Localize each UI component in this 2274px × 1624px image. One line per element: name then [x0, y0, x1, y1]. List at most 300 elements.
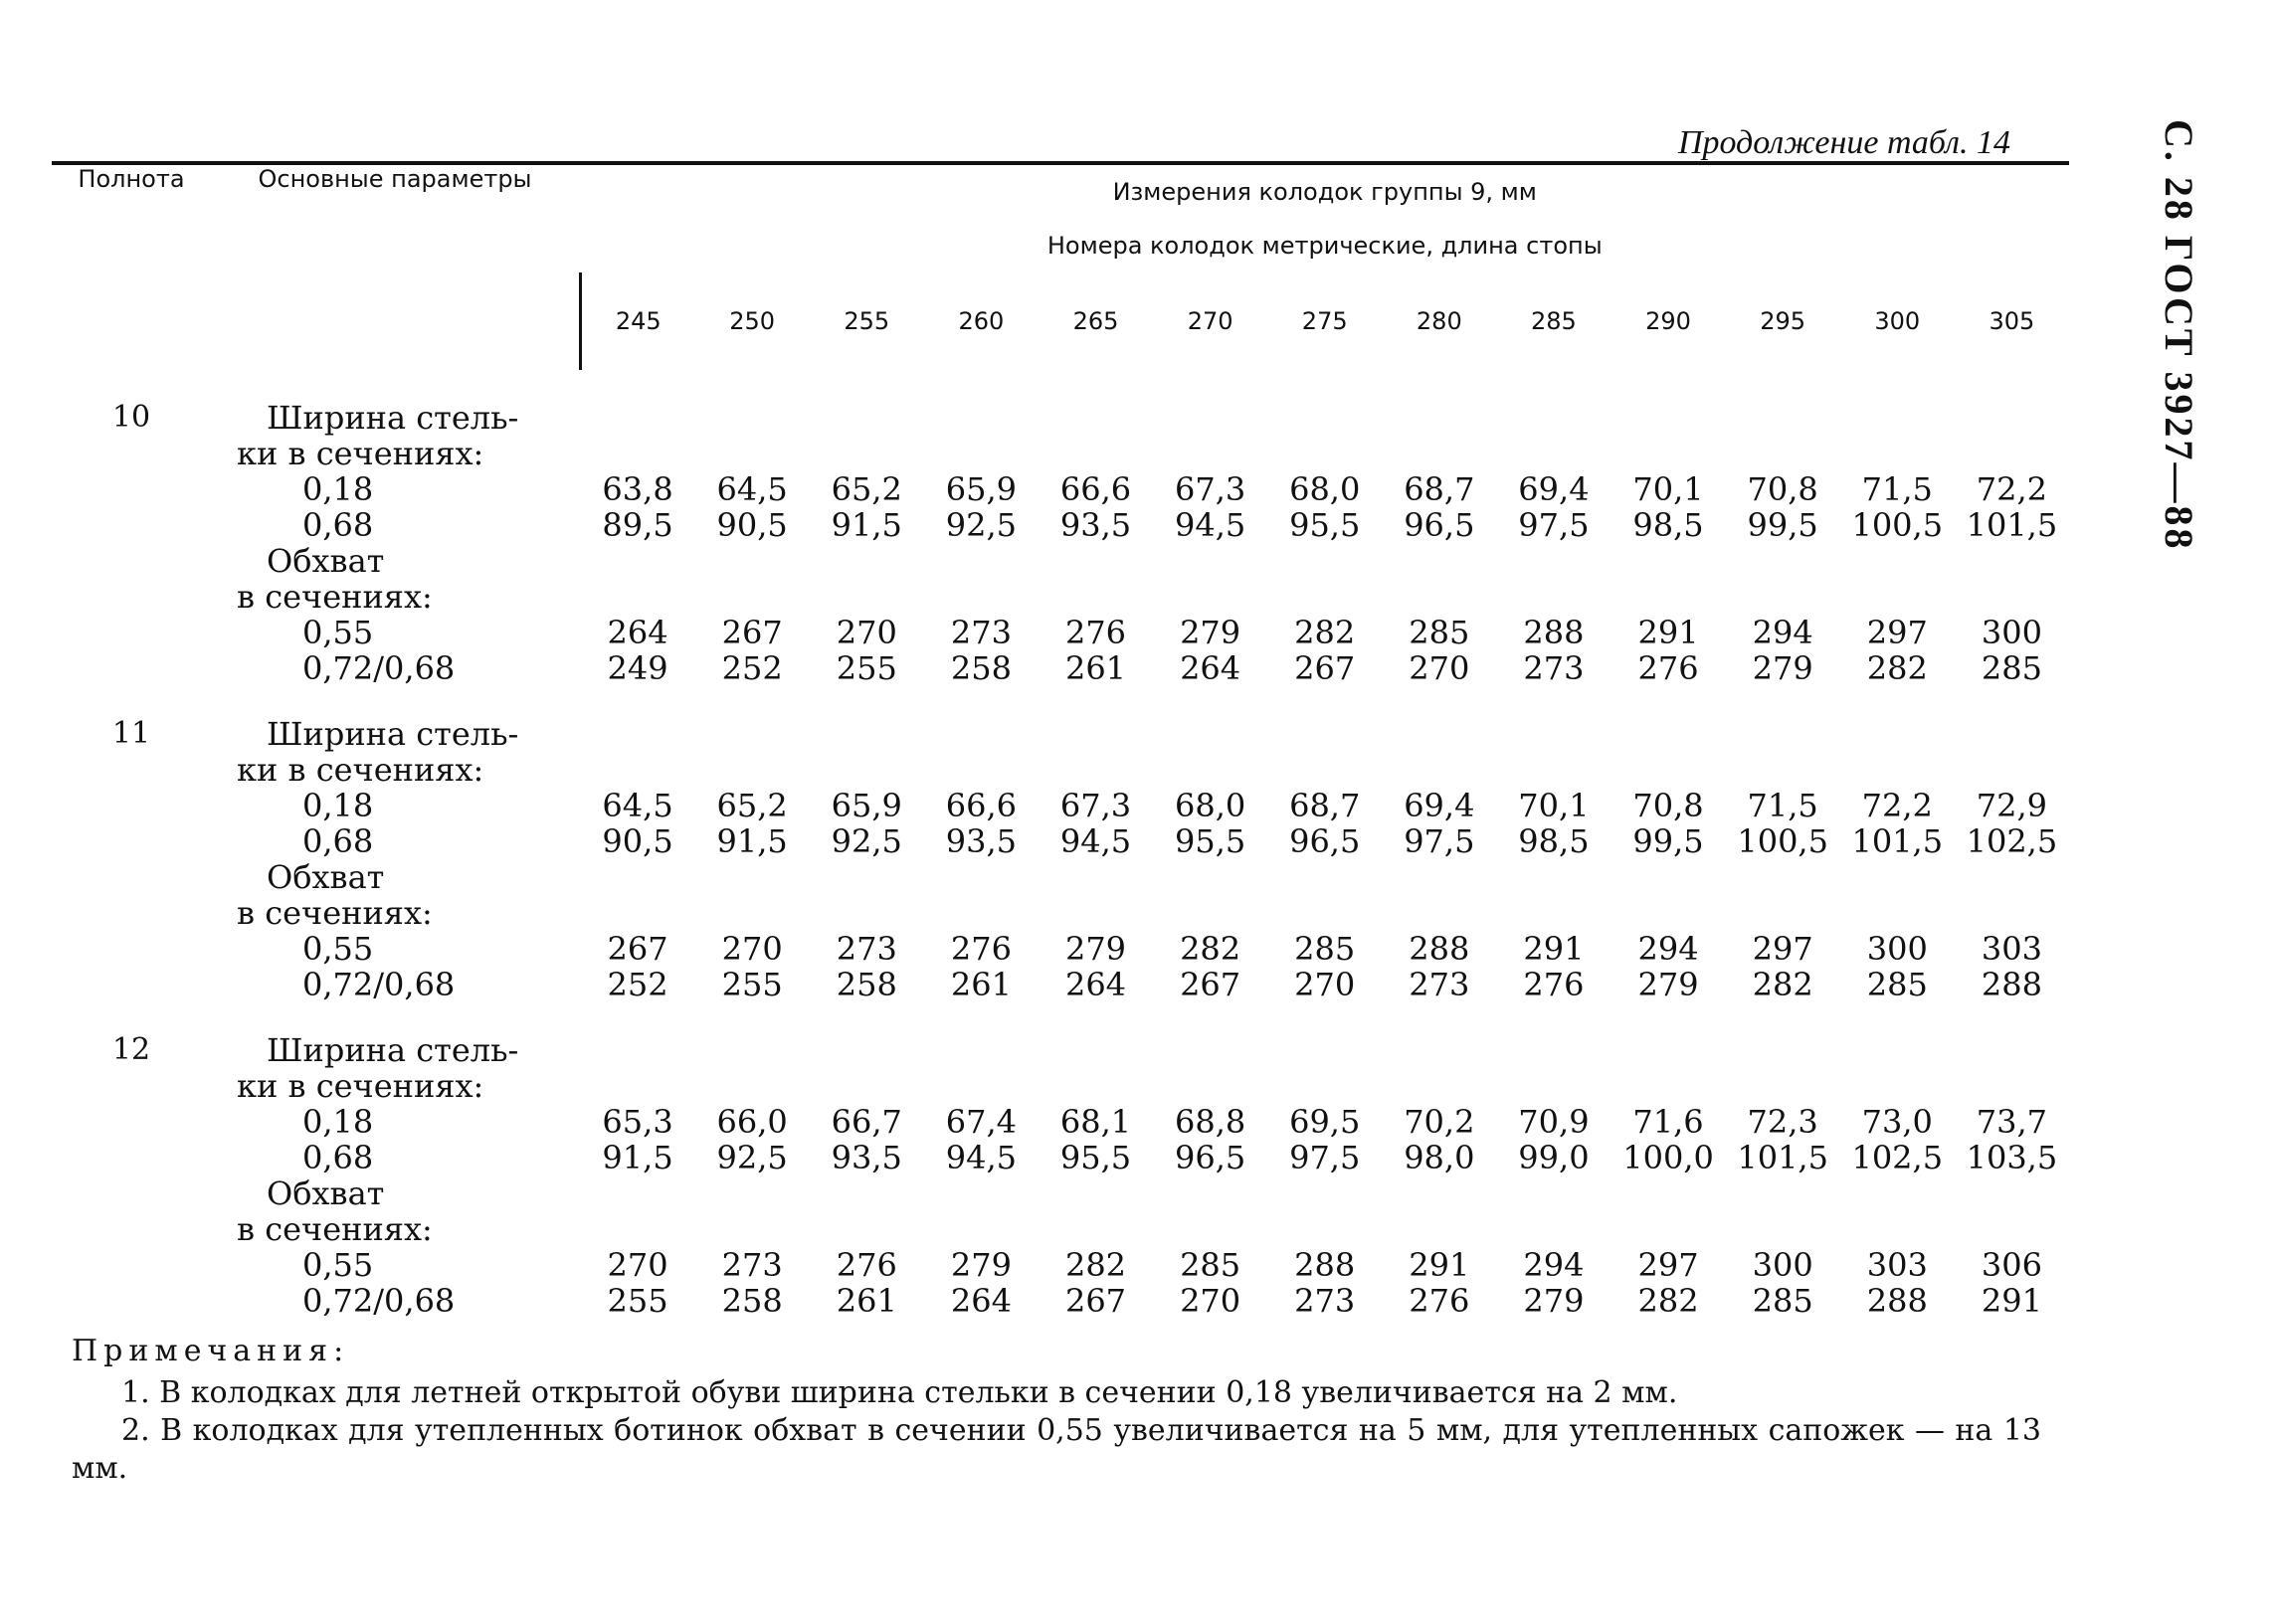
girth-value: 264: [607, 614, 668, 651]
value-cell: [695, 1002, 810, 1331]
width-value: 72,9: [1976, 787, 2048, 824]
width-value: 95,5: [1059, 1139, 1132, 1176]
spacer: [1840, 543, 1955, 615]
fullness-cell: 10: [111, 400, 151, 435]
girth-value: 300: [1752, 1246, 1813, 1284]
spacer: [810, 543, 924, 615]
value-cell: [810, 370, 924, 686]
width-value: 72,2: [1861, 787, 1933, 824]
value-cell: [810, 1002, 924, 1331]
section-label: 0,68: [302, 506, 374, 544]
girth-value: 270: [1409, 649, 1470, 687]
girth-value: 252: [721, 649, 783, 687]
width-value: 91,5: [602, 1139, 673, 1176]
spacer: [1611, 1032, 1725, 1104]
spacer: [1039, 1175, 1153, 1247]
width-value: 100,5: [1737, 822, 1828, 860]
width-value: 103,5: [1966, 1139, 2058, 1176]
girth-value: 276: [950, 930, 1012, 968]
spacer: [1382, 400, 1496, 471]
spacer: [1496, 543, 1611, 615]
notes-title: Примечания:: [72, 1334, 350, 1368]
value-cell: [1153, 1002, 1267, 1331]
girth-value: 300: [1981, 614, 2042, 651]
spacer: [1153, 716, 1267, 788]
width-value: 92,5: [716, 1139, 788, 1176]
table-row: [52, 1002, 2069, 1331]
spacer: [810, 1032, 924, 1104]
spacer: [924, 543, 1039, 615]
width-value: 66,0: [716, 1103, 788, 1141]
width-value: 69,4: [1404, 787, 1475, 824]
spacer: [1153, 1175, 1267, 1247]
girth-value: 279: [1752, 649, 1813, 687]
section-label: 0,72/0,68: [302, 966, 456, 1003]
size-header-cell: 245: [581, 272, 695, 370]
girth-value: 270: [721, 930, 783, 968]
girth-value: 264: [950, 1282, 1012, 1320]
value-cell: [1840, 686, 1955, 1002]
width-value: 67,3: [1174, 470, 1246, 508]
spacer: [1955, 1032, 2069, 1104]
width-value: 71,6: [1632, 1103, 1704, 1141]
width-value: 68,0: [1174, 787, 1246, 824]
width-value: 89,5: [602, 506, 673, 544]
spacer: [1267, 859, 1382, 931]
width-value: 94,5: [1059, 822, 1132, 860]
spacer: [581, 400, 695, 471]
note-2: 2. В колодках для утепленных ботинок обхват в сечении 0,55 увеличивается на 5 мм, для утепленных сапожек — на 13 мм.: [72, 1413, 2041, 1486]
page-identifier: С. 28 ГОСТ 3927—88: [2157, 119, 2201, 552]
value-cell: [1382, 370, 1496, 686]
spacer: [924, 400, 1039, 471]
spacer: [924, 859, 1039, 931]
girth-label: в сечениях:: [237, 578, 433, 616]
header-subtitle: Номера колодок метрические, длина стопы: [1046, 232, 1603, 260]
width-value: 64,5: [716, 470, 788, 508]
width-value: 65,2: [716, 787, 788, 824]
width-value: 65,2: [831, 470, 902, 508]
value-cell: [1153, 370, 1267, 686]
girth-value: 273: [950, 614, 1012, 651]
width-value: 72,3: [1747, 1103, 1818, 1141]
girth-value: 291: [1523, 930, 1585, 968]
girth-value: 249: [607, 649, 668, 687]
girth-value: 261: [836, 1282, 897, 1320]
girth-value: 282: [1637, 1282, 1699, 1320]
width-value: 100,5: [1851, 506, 1944, 544]
width-value: 99,5: [1632, 822, 1704, 860]
width-value: 97,5: [1289, 1139, 1361, 1176]
value-cell: [1611, 370, 1725, 686]
width-value: 68,1: [1059, 1103, 1132, 1141]
value-cell: [1039, 1002, 1153, 1331]
girth-value: 285: [1866, 966, 1928, 1003]
width-value: 71,5: [1747, 787, 1818, 824]
width-value: 102,5: [1851, 1139, 1944, 1176]
table-body: [52, 370, 2069, 1331]
girth-value: 270: [607, 1246, 668, 1284]
width-value: 101,5: [1851, 822, 1944, 860]
section-label: 0,72/0,68: [302, 649, 456, 687]
girth-value: 273: [1523, 649, 1585, 687]
spacer: [1496, 716, 1611, 788]
width-value: 99,0: [1518, 1139, 1590, 1176]
width-value: 68,8: [1174, 1103, 1246, 1141]
girth-value: 282: [1752, 966, 1813, 1003]
section-label: 0,18: [302, 787, 374, 824]
girth-value: 267: [1180, 966, 1241, 1003]
spacer: [1840, 400, 1955, 471]
value-cell: [1726, 686, 1840, 1002]
girth-value: 300: [1866, 930, 1928, 968]
width-label: Ширина стель-: [267, 715, 519, 753]
spacer: [810, 716, 924, 788]
width-value: 69,4: [1518, 470, 1590, 508]
value-cell: [1039, 370, 1153, 686]
size-header-cell: 305: [1989, 307, 2035, 335]
section-label: 0,55: [302, 1246, 374, 1284]
size-header-cell: 250: [729, 307, 776, 335]
spacer: [1382, 543, 1496, 615]
width-value: 67,4: [945, 1103, 1017, 1141]
girth-value: 285: [1294, 930, 1356, 968]
params-cell: [211, 1002, 581, 1331]
spacer: [1611, 543, 1725, 615]
size-header-cell: 275: [1301, 307, 1348, 335]
width-value: 91,5: [831, 506, 902, 544]
girth-value: 288: [1523, 614, 1585, 651]
spacer: [810, 859, 924, 931]
girth-value: 273: [836, 930, 897, 968]
width-value: 100,0: [1622, 1139, 1714, 1176]
girth-value: 267: [1294, 649, 1356, 687]
header-params: Основные параметры: [211, 163, 581, 370]
width-value: 97,5: [1404, 822, 1475, 860]
girth-value: 279: [1523, 1282, 1585, 1320]
spacer: [1840, 1175, 1955, 1247]
girth-value: 273: [1294, 1282, 1356, 1320]
value-cell: [1955, 686, 2069, 1002]
table-row: [52, 370, 2069, 686]
value-cell: [810, 686, 924, 1002]
section-label: 0,55: [302, 930, 374, 968]
girth-value: 279: [950, 1246, 1012, 1284]
value-cell: [1496, 686, 1611, 1002]
width-value: 101,5: [1737, 1139, 1828, 1176]
spacer: [1267, 1175, 1382, 1247]
width-value: 68,7: [1404, 470, 1475, 508]
girth-value: 282: [1866, 649, 1928, 687]
fullness-cell: 12: [111, 1032, 151, 1067]
girth-value: 267: [607, 930, 668, 968]
width-value: 98,5: [1632, 506, 1704, 544]
spacer: [1955, 716, 2069, 788]
spacer: [924, 716, 1039, 788]
value-cell: [1382, 1002, 1496, 1331]
table-caption: Продолжение табл. 14: [1677, 124, 2010, 161]
section-label: 0,68: [302, 822, 374, 860]
spacer: [1611, 1175, 1725, 1247]
width-value: 70,9: [1518, 1103, 1590, 1141]
girth-value: 273: [1409, 966, 1470, 1003]
params-cell: [211, 370, 581, 686]
girth-value: 288: [1981, 966, 2042, 1003]
girth-value: 255: [607, 1282, 668, 1320]
girth-label: в сечениях:: [237, 1210, 433, 1248]
width-value: 92,5: [945, 506, 1017, 544]
width-value: 92,5: [831, 822, 902, 860]
width-value: 70,1: [1518, 787, 1590, 824]
spacer: [1153, 543, 1267, 615]
width-value: 68,7: [1289, 787, 1361, 824]
spacer: [1039, 1032, 1153, 1104]
value-cell: [695, 686, 810, 1002]
spacer: [810, 1175, 924, 1247]
spacer: [1039, 543, 1153, 615]
girth-value: 273: [721, 1246, 783, 1284]
girth-value: 282: [1064, 1246, 1127, 1284]
spacer: [581, 859, 695, 931]
spacer: [581, 1175, 695, 1247]
value-cell: [581, 686, 695, 1002]
spacer: [1955, 543, 2069, 615]
girth-value: 306: [1981, 1246, 2042, 1284]
spacer: [1496, 1175, 1611, 1247]
width-value: 73,7: [1976, 1103, 2048, 1141]
girth-label: в сечениях:: [237, 894, 433, 932]
width-value: 70,8: [1747, 470, 1818, 508]
width-value: 64,5: [602, 787, 673, 824]
girth-value: 261: [1064, 649, 1127, 687]
girth-value: 258: [836, 966, 897, 1003]
value-cell: [924, 686, 1039, 1002]
spacer: [1496, 859, 1611, 931]
value-cell: [1955, 1002, 2069, 1331]
spacer: [1840, 859, 1955, 931]
width-value: 90,5: [716, 506, 788, 544]
girth-value: 261: [950, 966, 1012, 1003]
width-value: 93,5: [831, 1139, 902, 1176]
spacer: [1039, 859, 1153, 931]
girth-value: 294: [1752, 614, 1813, 651]
girth-value: 285: [1981, 649, 2042, 687]
spacer: [1382, 859, 1496, 931]
width-value: 96,5: [1404, 506, 1475, 544]
value-cell: [581, 1002, 695, 1331]
note-1: 1. В колодках для летней открытой обуви ширина стельки в сечении 0,18 увеличивается на 2 мм.: [121, 1375, 1678, 1410]
width-label: Ширина стель-: [267, 399, 519, 437]
width-value: 65,9: [945, 470, 1017, 508]
width-label: ки в сечениях:: [237, 435, 484, 472]
spacer: [1382, 716, 1496, 788]
spacer: [1840, 716, 1955, 788]
spacer: [1726, 716, 1840, 788]
value-cell: [1955, 370, 2069, 686]
size-header-cell: 265: [1072, 307, 1119, 335]
spacer: [1726, 543, 1840, 615]
section-label: 0,18: [302, 470, 374, 508]
measurements-table: [52, 161, 2069, 1331]
width-value: 66,7: [831, 1103, 902, 1141]
size-header-cell: 255: [844, 307, 890, 335]
spacer: [1955, 859, 2069, 931]
spacer: [581, 1032, 695, 1104]
spacer: [581, 716, 695, 788]
spacer: [581, 543, 695, 615]
width-value: 90,5: [602, 822, 673, 860]
spacer: [695, 1175, 810, 1247]
spacer: [1153, 400, 1267, 471]
value-cell: [1153, 686, 1267, 1002]
size-header-cell: 270: [1187, 307, 1233, 335]
value-cell: [1039, 686, 1153, 1002]
girth-value: 252: [607, 966, 668, 1003]
section-label: 0,18: [302, 1103, 374, 1141]
value-cell: [1611, 686, 1725, 1002]
girth-value: 270: [1180, 1282, 1241, 1320]
value-cell: [581, 370, 695, 686]
spacer: [1382, 1032, 1496, 1104]
girth-value: 279: [1637, 966, 1699, 1003]
girth-value: 270: [1294, 966, 1356, 1003]
spacer: [1267, 543, 1382, 615]
value-cell: [1840, 1002, 1955, 1331]
value-cell: [924, 1002, 1039, 1331]
spacer: [1840, 1032, 1955, 1104]
girth-value: 267: [1064, 1282, 1127, 1320]
spacer: [1955, 400, 2069, 471]
size-header-cell: 285: [1531, 307, 1577, 335]
girth-value: 255: [836, 649, 897, 687]
width-value: 97,5: [1518, 506, 1590, 544]
girth-value: 276: [836, 1246, 897, 1284]
width-value: 98,0: [1404, 1139, 1475, 1176]
girth-value: 291: [1409, 1246, 1470, 1284]
girth-value: 267: [721, 614, 783, 651]
spacer: [695, 400, 810, 471]
spacer: [1955, 1175, 2069, 1247]
girth-value: 276: [1409, 1282, 1470, 1320]
girth-value: 297: [1637, 1246, 1699, 1284]
girth-value: 297: [1752, 930, 1813, 968]
spacer: [695, 543, 810, 615]
width-value: 68,0: [1289, 470, 1361, 508]
spacer: [1726, 400, 1840, 471]
value-cell: [1267, 370, 1382, 686]
width-value: 65,9: [831, 787, 902, 824]
section-label: 0,55: [302, 614, 374, 651]
spacer: [1496, 1032, 1611, 1104]
spacer: [924, 1175, 1039, 1247]
table-row: [52, 686, 2069, 1002]
spacer: [1611, 859, 1725, 931]
girth-value: 258: [721, 1282, 783, 1320]
girth-value: 288: [1866, 1282, 1928, 1320]
spacer: [695, 859, 810, 931]
girth-value: 258: [950, 649, 1012, 687]
spacer: [1611, 400, 1725, 471]
girth-value: 282: [1294, 614, 1356, 651]
width-value: 71,5: [1861, 470, 1933, 508]
width-value: 96,5: [1289, 822, 1361, 860]
girth-value: 291: [1981, 1282, 2042, 1320]
spacer: [1611, 716, 1725, 788]
girth-label: Обхват: [267, 858, 385, 896]
fullness-cell: 11: [111, 716, 151, 751]
width-value: 65,3: [602, 1103, 673, 1141]
girth-value: 288: [1409, 930, 1470, 968]
spacer: [1267, 716, 1382, 788]
spacer: [810, 400, 924, 471]
width-value: 69,5: [1289, 1103, 1361, 1141]
width-value: 63,8: [602, 470, 673, 508]
girth-value: 303: [1866, 1246, 1928, 1284]
width-label: Ширина стель-: [267, 1031, 519, 1069]
girth-value: 291: [1637, 614, 1699, 651]
width-value: 95,5: [1174, 822, 1246, 860]
params-cell: [211, 686, 581, 1002]
value-cell: [1382, 686, 1496, 1002]
girth-value: 297: [1866, 614, 1928, 651]
size-header-cell: 290: [1645, 307, 1691, 335]
value-cell: [1726, 370, 1840, 686]
width-value: 98,5: [1518, 822, 1590, 860]
spacer: [924, 1032, 1039, 1104]
value-cell: [1726, 1002, 1840, 1331]
value-cell: [1267, 1002, 1382, 1331]
size-header-cell: 280: [1416, 307, 1462, 335]
girth-value: 276: [1064, 614, 1127, 651]
width-value: 94,5: [1174, 506, 1246, 544]
section-label: 0,72/0,68: [302, 1282, 456, 1320]
width-value: 99,5: [1747, 506, 1818, 544]
girth-value: 285: [1180, 1246, 1241, 1284]
girth-value: 276: [1637, 649, 1699, 687]
spacer: [1267, 1032, 1382, 1104]
size-header-cell: 300: [1874, 307, 1921, 335]
spacer: [1726, 859, 1840, 931]
girth-value: 288: [1294, 1246, 1356, 1284]
girth-value: 279: [1180, 614, 1241, 651]
width-value: 101,5: [1966, 506, 2058, 544]
girth-label: Обхват: [267, 542, 385, 580]
width-value: 93,5: [1059, 506, 1132, 544]
spacer: [695, 1032, 810, 1104]
section-label: 0,68: [302, 1139, 374, 1176]
width-value: 70,8: [1632, 787, 1704, 824]
spacer: [695, 716, 810, 788]
value-cell: [695, 370, 810, 686]
girth-value: 285: [1752, 1282, 1813, 1320]
spacer: [1382, 1175, 1496, 1247]
header-title: Измерения колодок группы 9, мм: [581, 163, 2070, 219]
width-value: 94,5: [945, 1139, 1017, 1176]
width-label: ки в сечениях:: [237, 751, 484, 789]
notes-section: [72, 1333, 2041, 1488]
size-header-cell: 295: [1760, 307, 1806, 335]
width-value: 93,5: [945, 822, 1017, 860]
girth-value: 270: [836, 614, 897, 651]
header-fullness: Полнота: [52, 163, 211, 370]
width-label: ки в сечениях:: [237, 1067, 484, 1105]
width-value: 70,1: [1632, 470, 1704, 508]
width-value: 66,6: [945, 787, 1017, 824]
spacer: [1039, 716, 1153, 788]
value-cell: [1611, 1002, 1725, 1331]
table-container: [52, 161, 2069, 1331]
value-cell: [1496, 370, 1611, 686]
